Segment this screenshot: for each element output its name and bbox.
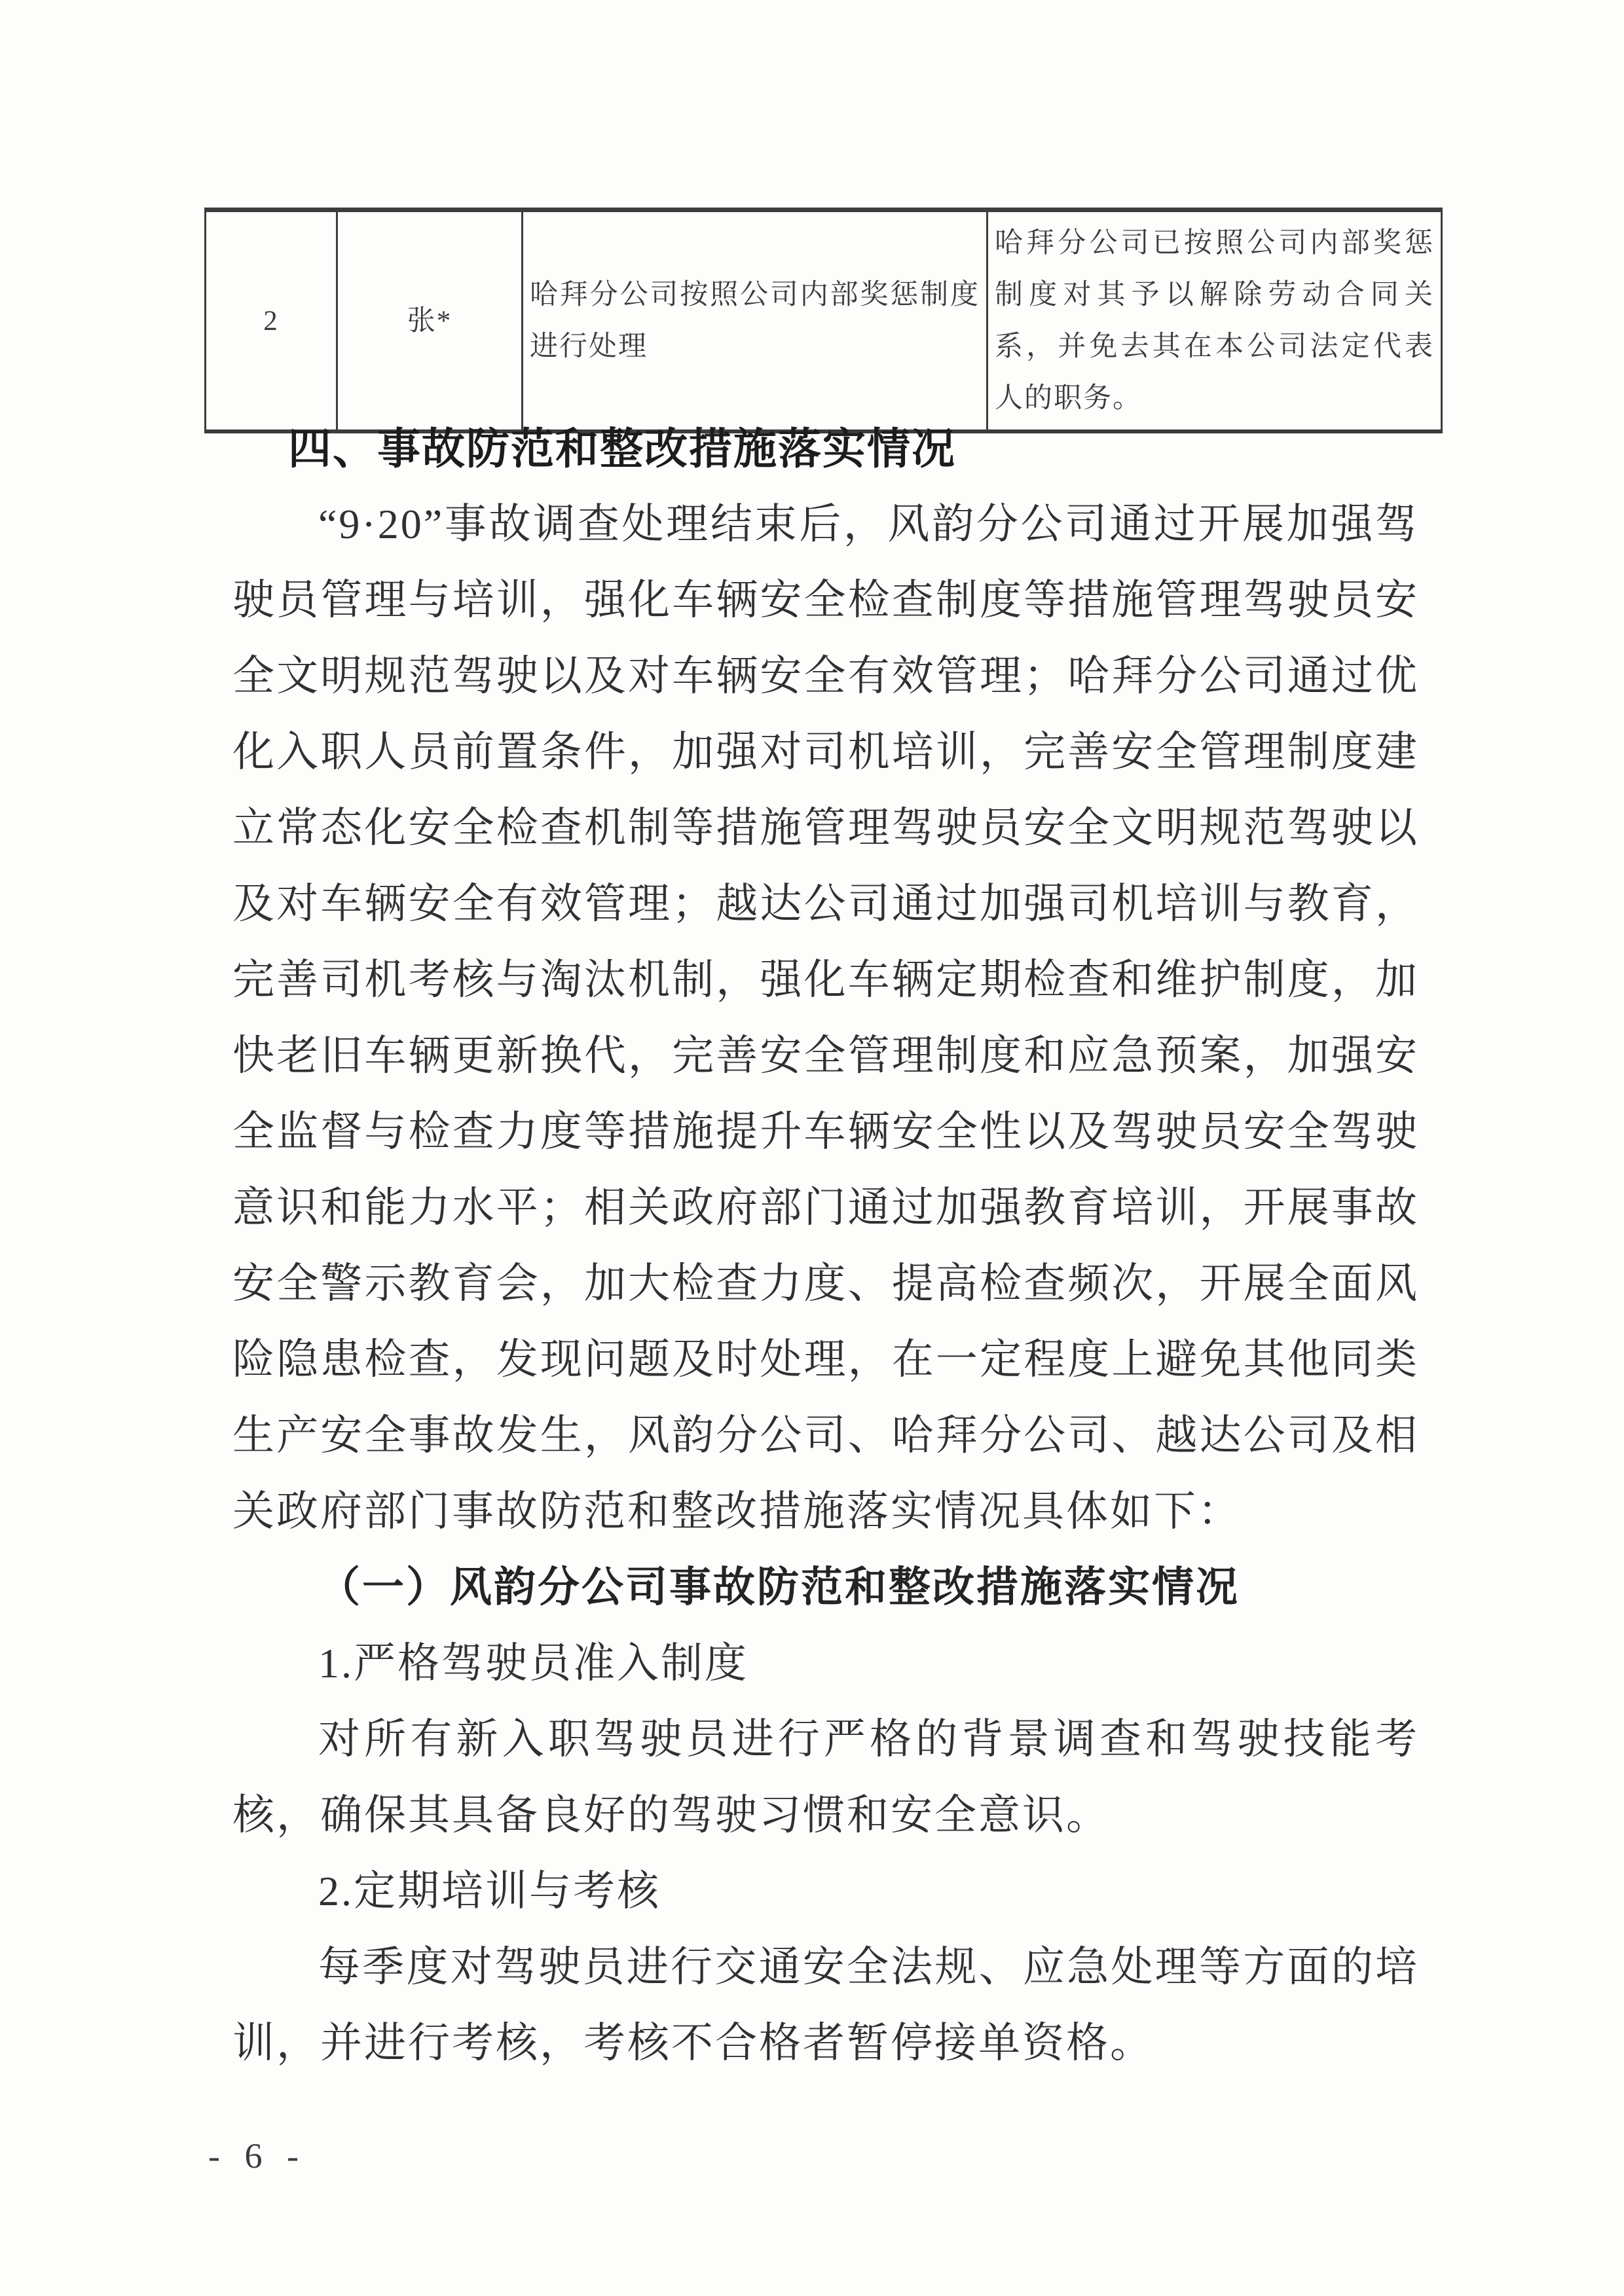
- item2-title: 2.定期培训与考核: [318, 1868, 661, 1914]
- paragraph-overview: “9·20”事故调查处理结束后，风韵分公司通过开展加强驾驶员管理与培训，强化车辆安全检查制度等措施管理驾驶员安全文明规范驾驶以及对车辆安全有效管理；哈拜分公司通过优化入职人员前置条件，加强对司机培训，完善安全管理制度建立常态化安全检查机制等措施管理驾驶员安全文明规范驾驶以及对车辆安全有效管理；越达公司通过加强司机培训与教育，完善司机考核与淘汰机制，强化车辆定期检查和维护制度，加快老旧车辆更新换代，完善安全管理制度和应急预案，加强安全监督与检查力度等措施提升车辆安全性以及驾驶员安全驾驶意识和能力水平；相关政府部门通过加强教育培训，开展事故安全警示教育会，加大检查力度、提高检查频次，开展全面风险隐患检查，发现问题及时处理，在一定程度上避免其他同类生产安全事故发生，风韵分公司、哈拜分公司、越达公司及相关政府部门事故防范和整改措施落实情况具体如下：: [232, 501, 1419, 1535]
- table-cell-result: 哈拜分公司已按照公司内部奖惩制度对其予以解除劳动合同关系，并免去其在本公司法定代表人的职务。: [987, 210, 1442, 432]
- table-cell-measure: 哈拜分公司按照公司内部奖惩制度进行处理: [523, 210, 987, 432]
- document-body: [232, 410, 1419, 2081]
- item1-body: 对所有新入职驾驶员进行严格的背景调查和驾驶技能考核，确保其具备良好的驾驶习惯和安全意识。: [232, 1716, 1419, 1838]
- page-number: - 6 -: [208, 2136, 306, 2176]
- table-row: [206, 210, 1442, 432]
- table-cell-seq: 2: [206, 210, 337, 432]
- section-heading: 四、事故防范和整改措施落实情况: [288, 424, 956, 473]
- table-cell-name: 张*: [337, 210, 523, 432]
- subsection-heading: （一）风韵分公司事故防范和整改措施落实情况: [318, 1564, 1240, 1611]
- penalty-table: [204, 208, 1443, 433]
- item2-body: 每季度对驾驶员进行交通安全法规、应急处理等方面的培训，并进行考核，考核不合格者暂停接单资格。: [232, 1944, 1419, 2066]
- item1-title: 1.严格驾驶员准入制度: [318, 1640, 748, 1686]
